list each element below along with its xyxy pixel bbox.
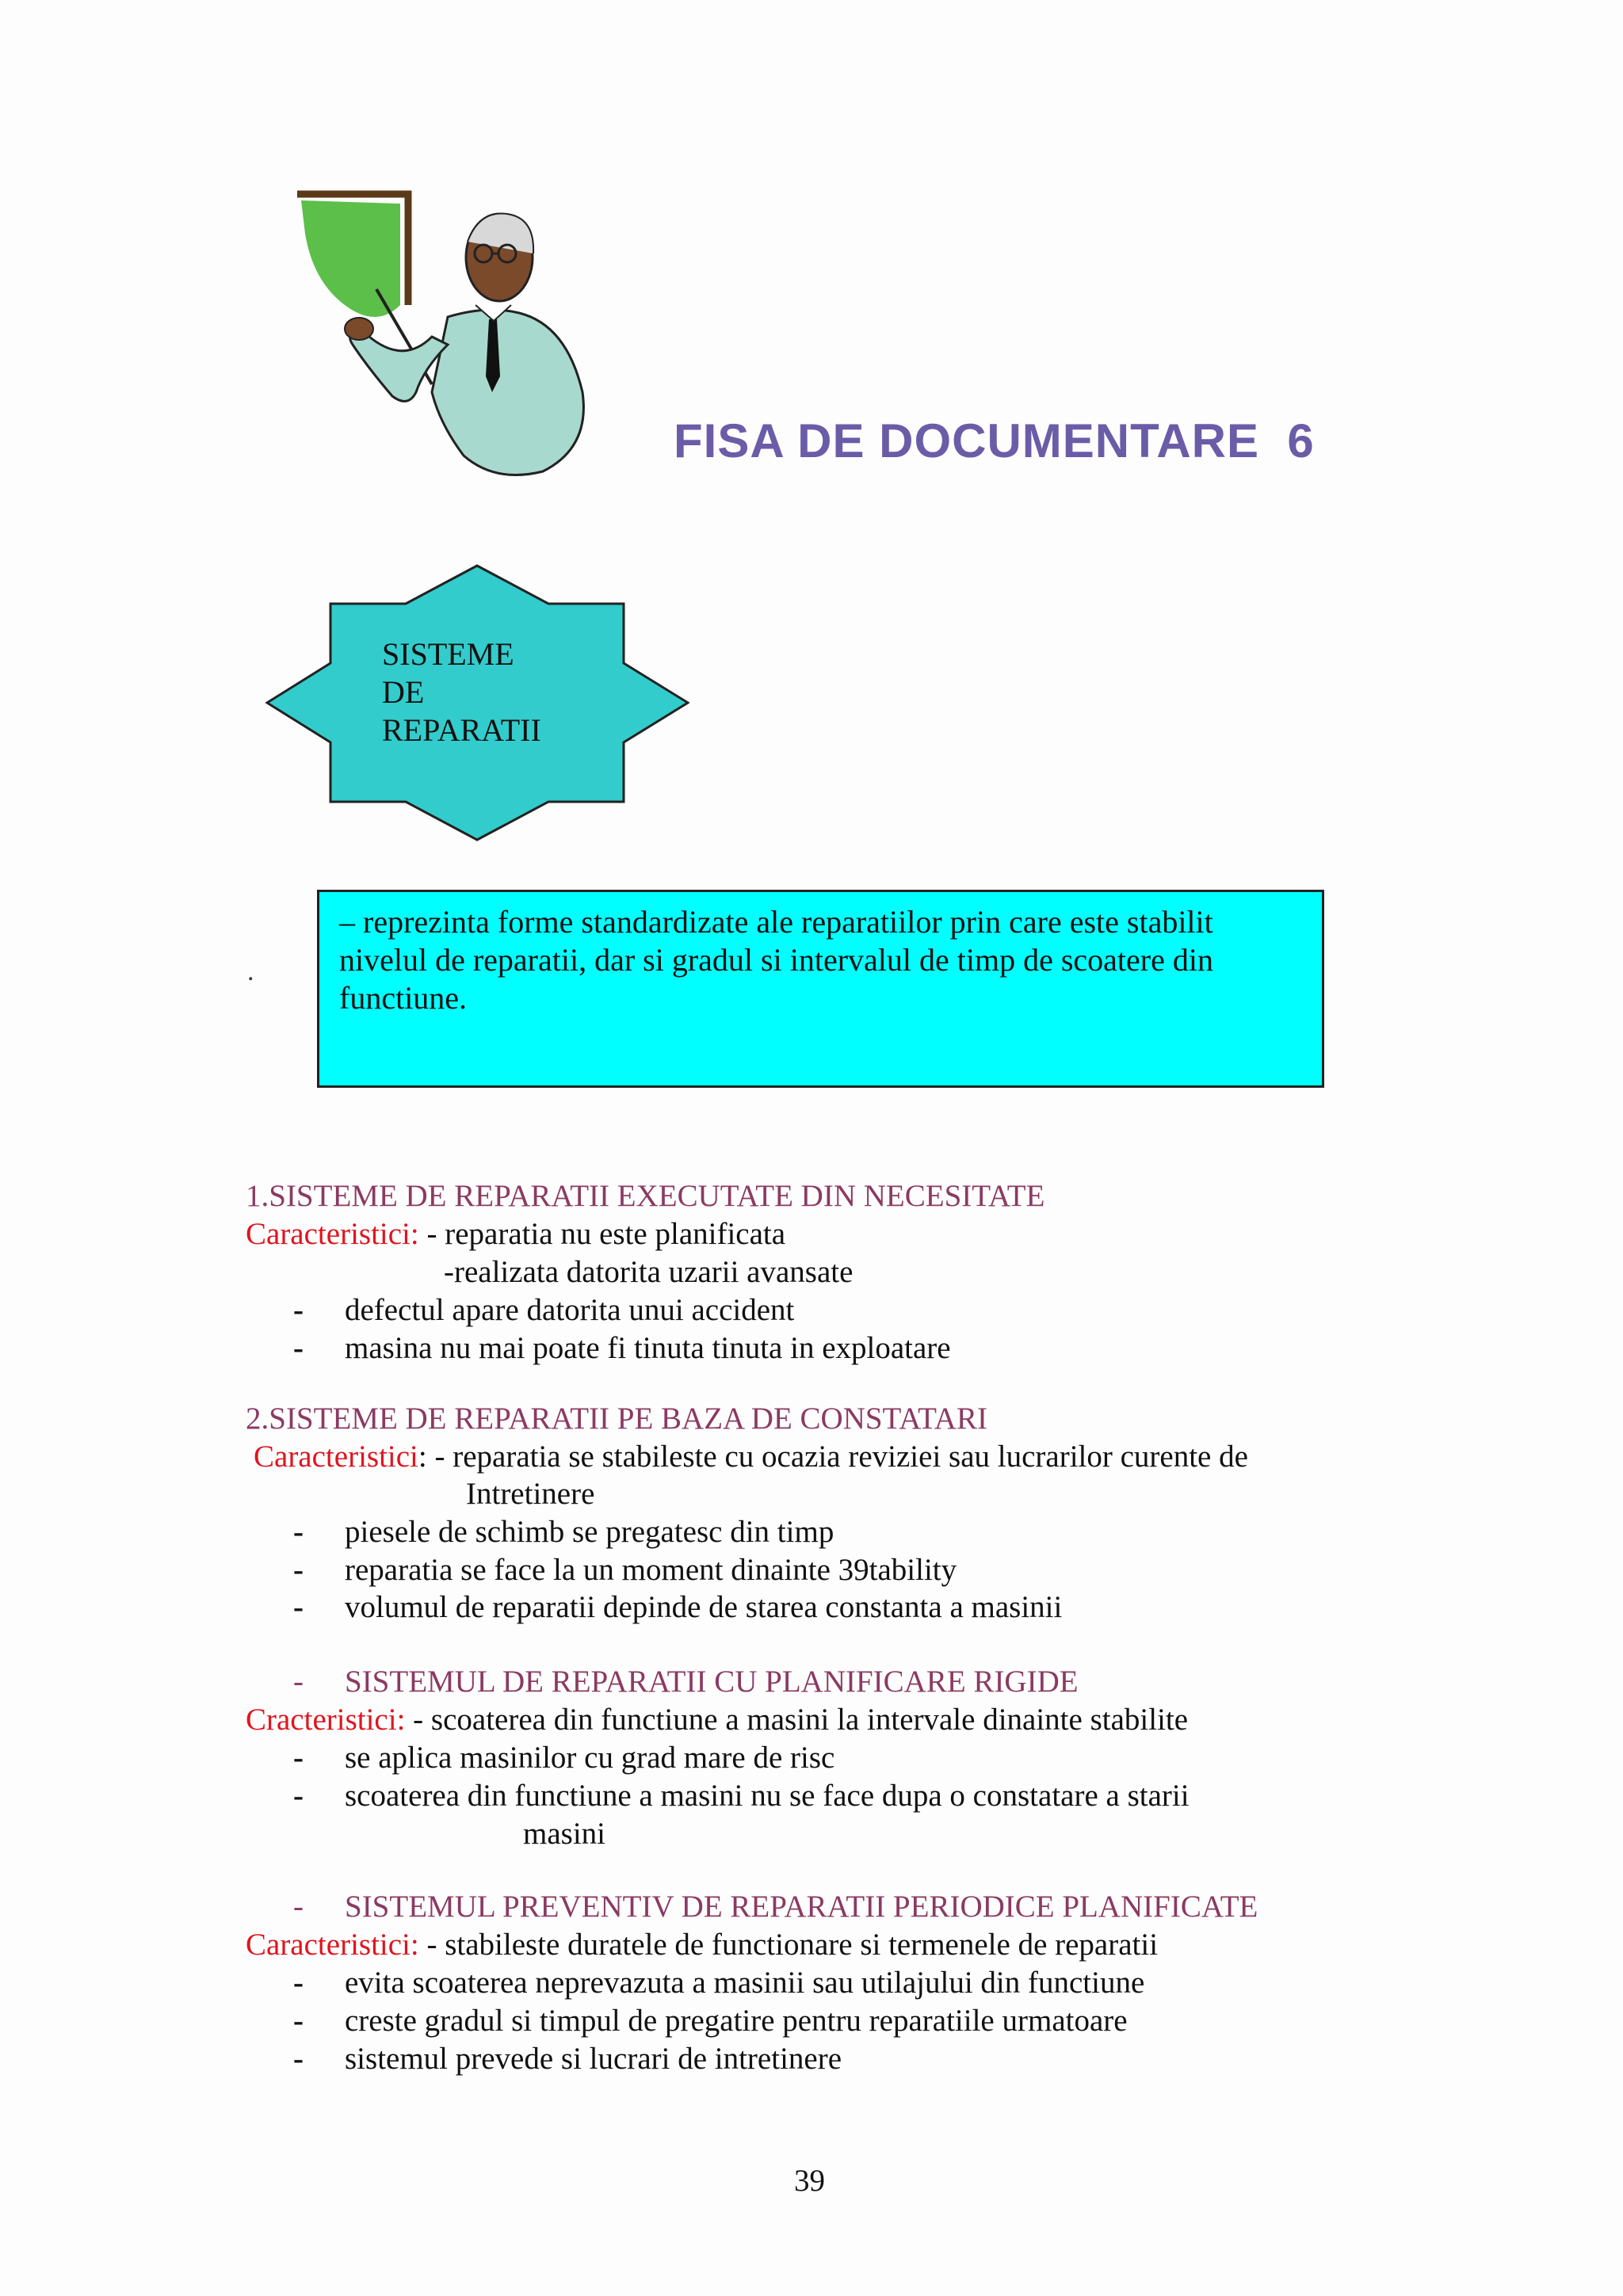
star-label — [382, 635, 541, 749]
bullet-item: se aplica masinilor cu grad mare de risc — [345, 1741, 835, 1775]
section-3-characteristics — [246, 1701, 1188, 1739]
bullet-item: scoaterea din functiune a masini nu se face dupa o constatare a starii — [345, 1779, 1190, 1813]
page-number: 39 — [794, 2164, 825, 2198]
bullet-dash: - — [293, 1515, 304, 1549]
bullet-item: defectul apare datorita unui accident — [345, 1293, 795, 1327]
bullet-item: masina nu mai poate fi tinuta tinuta in exploatare — [345, 1331, 951, 1365]
star-label-line: DE — [382, 674, 425, 710]
section-3-heading: SISTEMUL DE REPARATII CU PLANIFICARE RIGIDE — [345, 1665, 1079, 1699]
characteristics-label: Caracteristici — [254, 1440, 418, 1474]
characteristics-label: Cracteristici: — [246, 1703, 406, 1737]
characteristics-label: Caracteristici: — [246, 1217, 419, 1251]
section-2-heading: 2.SISTEME DE REPARATII PE BAZA DE CONSTATARI — [246, 1402, 987, 1436]
heading-dash: - — [293, 1890, 304, 1924]
bullet-dash: - — [293, 1331, 304, 1365]
margin-dot: . — [247, 957, 254, 986]
bullet-item: reparatia se face la un moment dinainte 39tability — [345, 1553, 957, 1587]
bullet-item: evita scoaterea neprevazuta a masinii sau utilajului din functiune — [345, 1966, 1145, 2000]
section-1-continuation: -realizata datorita uzarii avansate — [444, 1255, 854, 1289]
bullet-item: piesele de schimb se pregatesc din timp — [345, 1515, 834, 1549]
characteristics-text: : - reparatia se stabileste cu ocazia reviziei sau lucrarilor curente de — [418, 1440, 1248, 1474]
bullet-dash: - — [293, 1741, 304, 1775]
heading-dash: - — [293, 1665, 304, 1699]
bullet-item: volumul de reparatii depinde de starea constanta a masinii — [345, 1590, 1063, 1624]
bullet-item: sistemul prevede si lucrari de intretinere — [345, 2042, 842, 2076]
section-2-characteristics — [254, 1438, 1248, 1476]
section-3-continuation: masini — [523, 1817, 605, 1851]
bullet-dash: - — [293, 1590, 304, 1624]
star-label-line: SISTEME — [382, 636, 514, 672]
bullet-dash: - — [293, 1779, 304, 1813]
page-title: FISA DE DOCUMENTARE 6 — [674, 414, 1315, 467]
star-label-line: REPARATII — [382, 712, 541, 748]
definition-text: – reprezinta forme standardizate ale reparatiilor prin care este stabilit nivelul de reparatii, dar si gradul si intervalul de timp de scoatere din functiune. — [339, 904, 1213, 1016]
bullet-item: creste gradul si timpul de pregatire pentru reparatiile urmatoare — [345, 2004, 1128, 2038]
section-1-characteristics — [246, 1215, 785, 1253]
bullet-dash: - — [293, 1553, 304, 1587]
section-2-continuation: Intretinere — [466, 1477, 595, 1511]
characteristics-label: Caracteristici: — [246, 1928, 419, 1962]
bullet-dash: - — [293, 1293, 304, 1327]
section-4-heading: SISTEMUL PREVENTIV DE REPARATII PERIODICE PLANIFICATE — [345, 1890, 1258, 1924]
bullet-dash: - — [293, 2004, 304, 2038]
characteristics-text: - reparatia nu este planificata — [418, 1217, 786, 1251]
characteristics-text: - scoaterea din functiune a masini la intervale dinainte stabilite — [405, 1703, 1189, 1737]
bullet-dash: - — [293, 2042, 304, 2076]
teacher-pointing-illustration — [281, 186, 598, 487]
characteristics-text: - stabileste duratele de functionare si termenele de reparatii — [418, 1928, 1159, 1962]
bullet-dash: - — [293, 1966, 304, 2000]
section-4-characteristics — [246, 1926, 1158, 1964]
section-1-heading: 1.SISTEME DE REPARATII EXECUTATE DIN NECESITATE — [246, 1179, 1045, 1213]
